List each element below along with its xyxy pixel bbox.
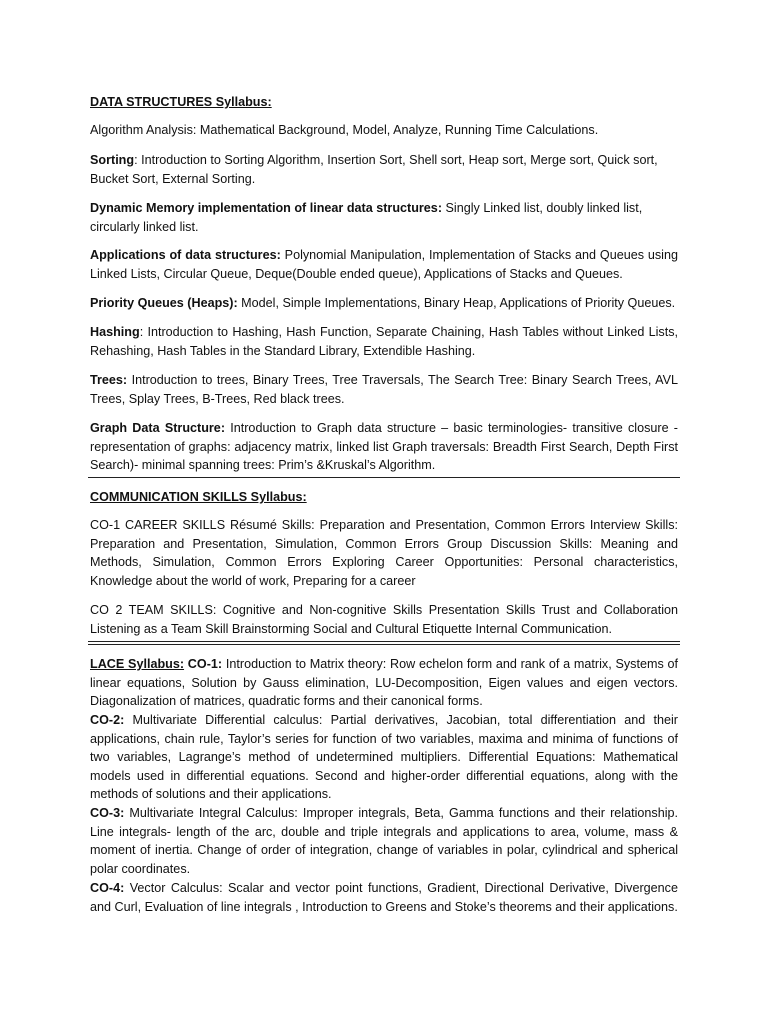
section-divider-double [88, 641, 680, 645]
ds-dynamic-memory-text: Singly Linked list, doubly linked list, circularly linked list. [90, 201, 643, 234]
lace-heading: LACE Syllabus: [90, 657, 185, 671]
ds-hashing-label: Hashing [90, 325, 140, 339]
ds-applications-label: Applications of data structures: [90, 248, 281, 262]
ds-sorting [90, 151, 678, 188]
lace-co3-label: CO-3: [90, 806, 125, 820]
lace-co1-label: CO-1: [184, 657, 223, 671]
ds-algorithm-analysis [90, 121, 678, 140]
ds-algorithm-analysis-text: Algorithm Analysis: Mathematical Background, Model, Analyze, Running Time Calculations. [90, 123, 599, 137]
ds-priority-queues-text: Model, Simple Implementations, Binary Heap, Applications of Priority Queues. [237, 296, 676, 310]
ds-dynamic-memory [90, 199, 678, 236]
lace-co4 [90, 879, 678, 916]
ds-sorting-label: Sorting [90, 153, 135, 167]
data-structures-heading: DATA STRUCTURES Syllabus: [90, 95, 272, 109]
ds-hashing [90, 323, 678, 360]
lace-co3 [90, 804, 678, 878]
ds-applications-text: Polynomial Manipulation, Implementation of Stacks and Queues using Linked Lists, Circular Queue, Deque(Double ended queue), Applications of Stacks and Queues. [90, 248, 678, 281]
ds-trees [90, 371, 678, 408]
lace-co2-text: Multivariate Differential calculus: Partial derivatives, Jacobian, total differentiation and their applications, chain rule, Taylor’s series for function of two variables, maxima and minima of functions of two variables, Lagrange’s method of undetermined multipliers. Differential Equations: Mathematical models used in differential equations. Second and higher-order differential equations, along with the methods of solutions and their applications. [90, 713, 678, 802]
cs-co2: CO 2 TEAM SKILLS: Cognitive and Non-cognitive Skills Presentation Skills Trust and Collaboration Listening as a Team Skill Brainstorming Social and Cultural Etiquette Internal Communication. [90, 603, 678, 636]
lace-co2 [90, 711, 678, 804]
ds-applications [90, 246, 678, 283]
ds-priority-queues [90, 294, 678, 313]
ds-priority-queues-label: Priority Queues (Heaps): [90, 296, 238, 310]
section-divider [88, 477, 680, 478]
lace-co1 [90, 655, 678, 711]
ds-dynamic-memory-label: Dynamic Memory implementation of linear data structures: [90, 201, 443, 215]
ds-graph [90, 419, 678, 475]
lace-co2-label: CO-2: [90, 713, 125, 727]
ds-hashing-text: : Introduction to Hashing, Hash Function, Separate Chaining, Hash Tables without Linked Lists, Rehashing, Hash Tables in the Standard Library, Extendible Hashing. [90, 325, 678, 358]
communication-skills-heading: COMMUNICATION SKILLS Syllabus: [90, 490, 307, 504]
ds-graph-text: Introduction to Graph data structure – basic terminologies- transitive closure - representation of graphs: adjacency matrix, linked list Graph traversals: Breadth First Search, Depth First Search)- minimal spanning trees: Prim’s &Kruskal’s Algorithm. [90, 421, 678, 473]
lace-co1-text: Introduction to Matrix theory: Row echelon form and rank of a matrix, Systems of linear equations, Solution by Gauss elimination, LU-Decomposition, Eigen values and eigen vectors. Diagonalization of matrices, quadratic forms and their canonical forms. [90, 657, 679, 709]
lace-co3-text: Multivariate Integral Calculus: Improper integrals, Beta, Gamma functions and their relationship. Line integrals- length of the arc, double and triple integrals and applications to area, volume, mass & moment of inertia. Change of order of integration, change of variables in polar, cylindrical and spherical polar coordinates. [90, 806, 678, 876]
ds-graph-label: Graph Data Structure: [90, 421, 226, 435]
ds-trees-text: Introduction to trees, Binary Trees, Tree Traversals, The Search Tree: Binary Search Trees, AVL Trees, Splay Trees, B-Trees, Red black trees. [90, 373, 678, 406]
lace-co4-label: CO-4: [90, 881, 125, 895]
ds-sorting-text: : Introduction to Sorting Algorithm, Insertion Sort, Shell sort, Heap sort, Merge sort, Quick sort, Bucket Sort, External Sorting. [90, 153, 658, 186]
lace-co4-text: Vector Calculus: Scalar and vector point functions, Gradient, Directional Derivative, Divergence and Curl, Evaluation of line integrals , Introduction to Greens and Stoke’s theorems and their applications. [90, 881, 678, 914]
ds-trees-label: Trees: [90, 373, 128, 387]
cs-co1: CO-1 CAREER SKILLS Résumé Skills: Preparation and Presentation, Common Errors Interview Skills: Preparation and Presentation, Simulation, Common Errors Group Discussion Skills: Meaning and Methods, Simulation, Common Errors Exploring Career Opportunities: Personal characteristics, Knowledge about the world of work, Preparing for a career [90, 518, 678, 588]
